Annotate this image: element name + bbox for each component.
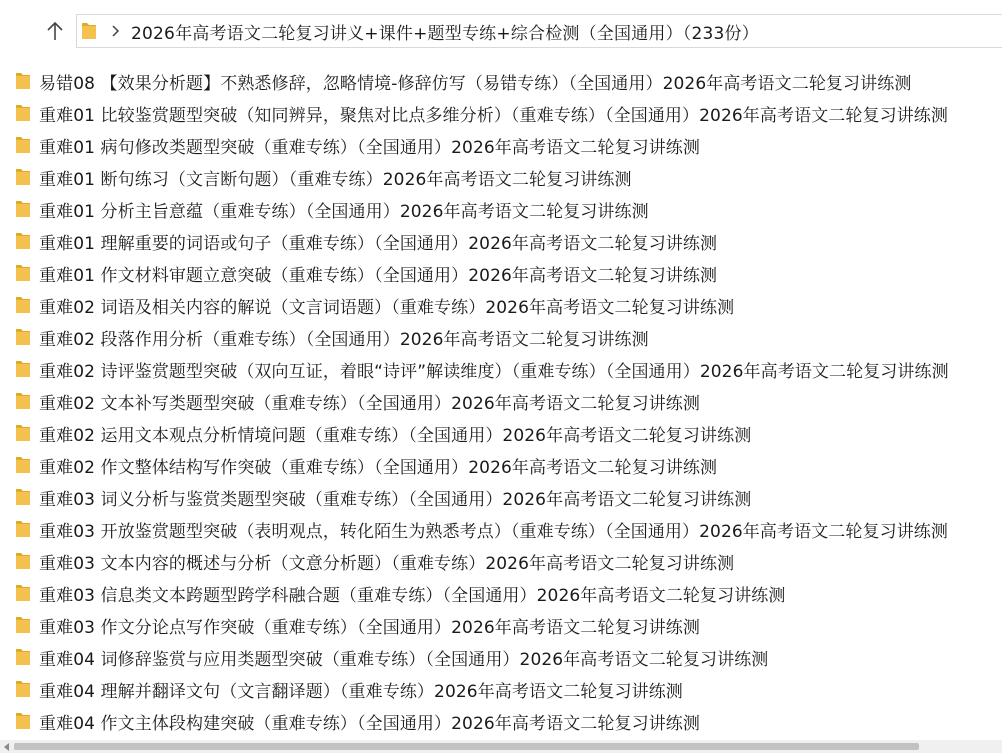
file-name: 重难03 文本内容的概述与分析（文意分析题）（重难专练）2026年高考语文二轮复习讲练测 xyxy=(39,553,735,574)
file-row[interactable] xyxy=(0,545,1002,577)
file-row[interactable] xyxy=(0,65,1002,97)
file-name: 重难02 诗评鉴赏题型突破（双向互证，着眼“诗评”解读维度）（重难专练）（全国通用）2026年高考语文二轮复习讲练测 xyxy=(39,361,949,382)
file-row[interactable] xyxy=(0,257,1002,289)
file-name: 重难02 段落作用分析（重难专练）（全国通用）2026年高考语文二轮复习讲练测 xyxy=(39,329,649,350)
file-row[interactable] xyxy=(0,449,1002,481)
file-name: 重难04 词修辞鉴赏与应用类题型突破（重难专练）（全国通用）2026年高考语文二轮复习讲练测 xyxy=(39,649,769,670)
file-name: 重难02 运用文本观点分析情境问题（重难专练）（全国通用）2026年高考语文二轮复习讲练测 xyxy=(39,425,752,446)
folder-icon xyxy=(15,487,31,507)
file-row[interactable] xyxy=(0,641,1002,673)
file-row[interactable] xyxy=(0,609,1002,641)
file-row[interactable] xyxy=(0,321,1002,353)
file-name: 易错08 【效果分析题】不熟悉修辞，忽略情境-修辞仿写（易错专练）（全国通用）2026年高考语文二轮复习讲练测 xyxy=(39,73,912,94)
file-name: 重难01 理解重要的词语或句子（重难专练）（全国通用）2026年高考语文二轮复习讲练测 xyxy=(39,233,718,254)
folder-icon xyxy=(15,583,31,603)
file-name: 重难02 词语及相关内容的解说（文言词语题）（重难专练）2026年高考语文二轮复习讲练测 xyxy=(39,297,735,318)
folder-icon xyxy=(15,615,31,635)
file-row[interactable] xyxy=(0,289,1002,321)
folder-icon xyxy=(15,423,31,443)
file-name: 重难03 词义分析与鉴赏类题型突破（重难专练）（全国通用）2026年高考语文二轮复习讲练测 xyxy=(39,489,752,510)
folder-icon xyxy=(15,71,31,91)
file-name: 重难01 病句修改类题型突破（重难专练）（全国通用）2026年高考语文二轮复习讲练测 xyxy=(39,137,700,158)
up-button[interactable] xyxy=(38,16,72,46)
folder-icon xyxy=(15,167,31,187)
folder-icon xyxy=(15,327,31,347)
file-name: 重难02 作文整体结构写作突破（重难专练）（全国通用）2026年高考语文二轮复习讲练测 xyxy=(39,457,718,478)
folder-icon xyxy=(15,647,31,667)
folder-icon xyxy=(15,135,31,155)
file-row[interactable] xyxy=(0,161,1002,193)
file-row[interactable] xyxy=(0,513,1002,545)
address-bar[interactable] xyxy=(76,14,1002,48)
file-list xyxy=(0,65,1002,737)
folder-icon xyxy=(15,231,31,251)
file-row[interactable] xyxy=(0,481,1002,513)
folder-icon xyxy=(15,679,31,699)
file-row[interactable] xyxy=(0,97,1002,129)
scrollbar-thumb[interactable] xyxy=(14,743,919,750)
file-name: 重难04 作文主体段构建突破（重难专练）（全国通用）2026年高考语文二轮复习讲练测 xyxy=(39,713,700,734)
file-name: 重难03 作文分论点写作突破（重难专练）（全国通用）2026年高考语文二轮复习讲练测 xyxy=(39,617,700,638)
file-name: 重难02 文本补写类题型突破（重难专练）（全国通用）2026年高考语文二轮复习讲练测 xyxy=(39,393,700,414)
file-row[interactable] xyxy=(0,225,1002,257)
folder-icon xyxy=(15,103,31,123)
file-name: 重难04 理解并翻译文句（文言翻译题）（重难专练）2026年高考语文二轮复习讲练测 xyxy=(39,681,683,702)
file-row[interactable] xyxy=(0,577,1002,609)
folder-icon xyxy=(15,711,31,731)
file-name: 重难03 开放鉴赏题型突破（表明观点，转化陌生为熟悉考点）（重难专练）（全国通用）2026年高考语文二轮复习讲练测 xyxy=(39,521,948,542)
folder-icon xyxy=(81,20,101,42)
file-name: 重难03 信息类文本跨题型跨学科融合题（重难专练）（全国通用）2026年高考语文二轮复习讲练测 xyxy=(39,585,786,606)
file-name: 重难01 作文材料审题立意突破（重难专练）（全国通用）2026年高考语文二轮复习讲练测 xyxy=(39,265,718,286)
file-name: 重难01 断句练习（文言断句题）（重难专练）2026年高考语文二轮复习讲练测 xyxy=(39,169,632,190)
folder-icon xyxy=(15,519,31,539)
file-row[interactable] xyxy=(0,705,1002,737)
file-row[interactable] xyxy=(0,353,1002,385)
folder-icon xyxy=(15,263,31,283)
folder-icon xyxy=(15,391,31,411)
file-row[interactable] xyxy=(0,673,1002,705)
address-path[interactable]: 2026年高考语文二轮复习讲义+课件+题型专练+综合检测（全国通用）（233份） xyxy=(131,23,759,44)
file-row[interactable] xyxy=(0,193,1002,225)
file-row[interactable] xyxy=(0,129,1002,161)
navigation-toolbar xyxy=(0,0,1002,62)
file-row[interactable] xyxy=(0,385,1002,417)
folder-icon xyxy=(15,295,31,315)
chevron-right-icon[interactable] xyxy=(107,20,125,42)
arrow-up-icon xyxy=(45,20,65,42)
file-name: 重难01 分析主旨意蕴（重难专练）（全国通用）2026年高考语文二轮复习讲练测 xyxy=(39,201,649,222)
file-row[interactable] xyxy=(0,417,1002,449)
file-name: 重难01 比较鉴赏题型突破（知同辨异，聚焦对比点多维分析）（重难专练）（全国通用）2026年高考语文二轮复习讲练测 xyxy=(39,105,948,126)
folder-icon xyxy=(15,199,31,219)
horizontal-scrollbar[interactable] xyxy=(0,740,1002,753)
folder-icon xyxy=(15,551,31,571)
folder-icon xyxy=(15,455,31,475)
scroll-left-arrow-icon[interactable] xyxy=(2,742,11,751)
folder-icon xyxy=(15,359,31,379)
